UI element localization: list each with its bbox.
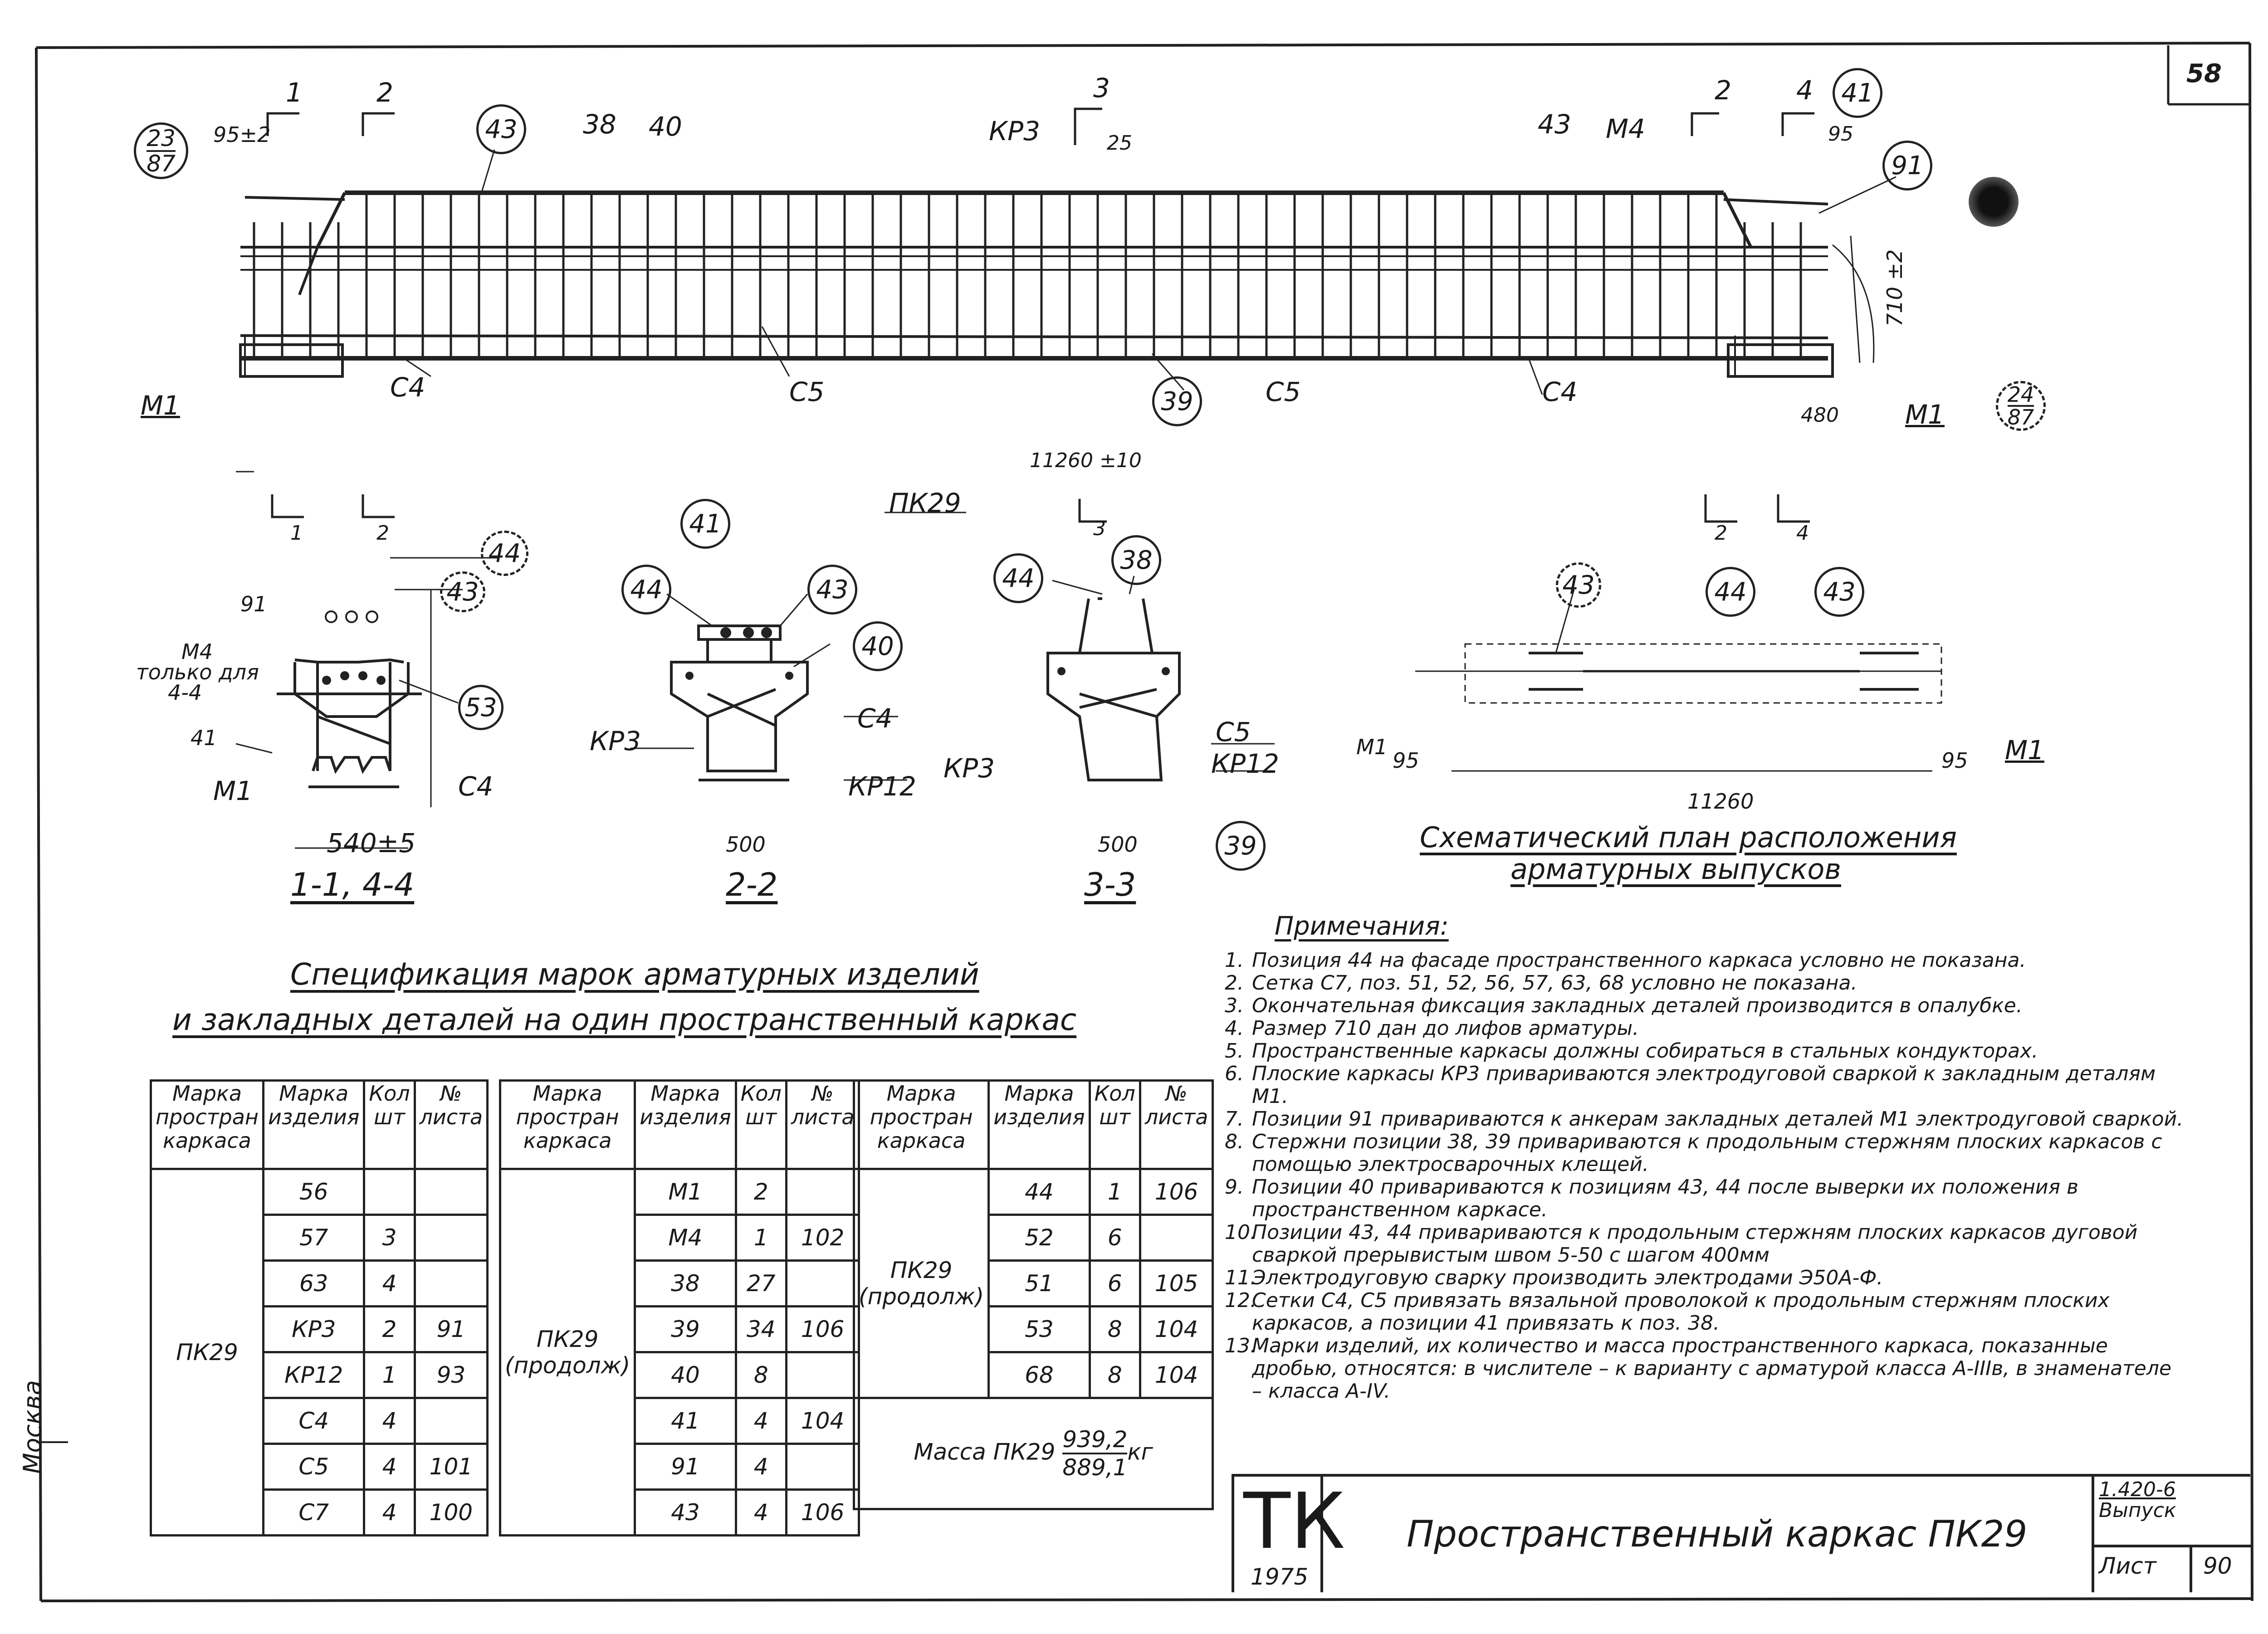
note-number: 10. — [1225, 1221, 1256, 1244]
facade-callout: 40 — [649, 111, 682, 142]
item-qty: 4 — [736, 1490, 786, 1536]
item-sheet — [415, 1261, 488, 1307]
item-sheet: 91 — [415, 1307, 488, 1352]
s11-label: М4 — [181, 639, 213, 664]
fraction-top: 24 — [2007, 382, 2034, 407]
note-text: Сетки С4, С5 привязать вязальной проволокой к продольным стержням плоских каркасов, а позиции 41 привязать к поз. 38. — [1252, 1289, 2110, 1335]
s22-callout: 41 — [680, 499, 730, 549]
note-number: 2. — [1225, 971, 1244, 995]
spec-table-2-body — [500, 1169, 859, 1536]
facade-section-mark: 3 — [1093, 73, 1110, 103]
org-year: 1975 — [1251, 1564, 1309, 1590]
spec-header-sheet: № листа — [786, 1081, 859, 1169]
item-sheet: 93 — [415, 1352, 488, 1398]
note-item — [1225, 949, 2186, 972]
plan-m1-right: М1 — [2005, 735, 2044, 766]
item-sheet: 104 — [786, 1398, 859, 1444]
spec-table-3 — [853, 1079, 1214, 1510]
s33-dim: 500 — [1098, 832, 1138, 857]
mass-top: 939,2 — [1062, 1426, 1127, 1454]
facade-callout: 39 — [1152, 376, 1202, 426]
note-text: Окончательная фиксация закладных деталей производится в опалубке. — [1252, 994, 2023, 1017]
s22-callout: 43 — [807, 565, 857, 615]
facade-mark-m4: М4 — [1606, 113, 1645, 144]
item-mark: 63 — [263, 1261, 364, 1307]
note-number: 9. — [1225, 1176, 1244, 1199]
item-sheet — [786, 1444, 859, 1490]
spec-header-item: Марка изделия — [989, 1081, 1090, 1169]
item-qty: 4 — [736, 1444, 786, 1490]
plan-callout: 44 — [1706, 567, 1755, 617]
item-qty: 8 — [1090, 1307, 1140, 1352]
table-row — [854, 1169, 1213, 1215]
org-box — [1234, 1477, 1345, 1592]
note-text: Позиция 44 на фасаде пространственного каркаса условно не показана. — [1252, 949, 2026, 972]
item-mark: 68 — [989, 1352, 1090, 1398]
plan-dim-95-left: 95 — [1393, 748, 1419, 773]
s11-callout: 53 — [458, 685, 503, 730]
s11-label: 41 — [191, 726, 217, 750]
note-item — [1225, 972, 2186, 995]
item-mark: 57 — [263, 1215, 364, 1261]
facade-section-mark: 4 — [1796, 75, 1813, 106]
note-item — [1225, 1335, 2186, 1403]
item-mark: С7 — [263, 1490, 364, 1536]
facade-mark-kp3: КР3 — [989, 116, 1041, 146]
s33-callout: 38 — [1111, 535, 1161, 585]
page-number: 58 — [2186, 59, 2222, 88]
spec-header-qty: Кол шт — [736, 1081, 786, 1169]
s11-dim: 540±5 — [327, 828, 416, 858]
facade-mark-s4: С4 — [390, 372, 425, 403]
note-number: 1. — [1225, 949, 1244, 972]
item-sheet: 101 — [415, 1444, 488, 1490]
notes-list — [1225, 949, 2186, 1403]
s11-callout: 43 — [440, 571, 485, 612]
sheet-number: 90 — [2203, 1553, 2232, 1579]
spec-header-row — [854, 1081, 1213, 1169]
item-qty: 4 — [364, 1444, 415, 1490]
facade-dim-710: 710 ±2 — [1882, 249, 1907, 327]
s11-label: С4 — [458, 771, 494, 802]
spec-title-line2: и закладных деталей на один пространственный каркас — [172, 1002, 1077, 1037]
facade-mark-m1-left: М1 — [141, 390, 180, 421]
s11-title: 1-1, 4-4 — [290, 866, 415, 903]
s11-label: 91 — [240, 592, 267, 616]
facade-mark-c4: С4 — [1542, 376, 1578, 407]
plan-title-line1: Схематический план расположения — [1420, 821, 1957, 854]
note-item — [1225, 1267, 2186, 1289]
series-number: 1.420-6 — [2099, 1478, 2176, 1501]
frame-mark: ПК29 (продолж) — [500, 1169, 635, 1536]
item-mark: 43 — [635, 1490, 736, 1536]
note-text: Сетка С7, поз. 51, 52, 56, 57, 63, 68 условно не показана. — [1252, 971, 1857, 995]
s11-label: 4-4 — [168, 680, 202, 705]
spec-header-item: Марка изделия — [635, 1081, 736, 1169]
margin-label: Москва — [18, 1380, 47, 1474]
item-sheet — [786, 1169, 859, 1215]
facade-section-mark: 3 — [1093, 517, 1106, 540]
plan-callout: 43 — [1814, 567, 1864, 617]
note-item — [1225, 1017, 2186, 1040]
facade-section-mark: 4 — [1796, 522, 1809, 545]
org-logo: ТК — [1243, 1477, 1345, 1566]
item-qty: 4 — [736, 1398, 786, 1444]
item-qty: 1 — [364, 1352, 415, 1398]
table-row — [500, 1169, 859, 1215]
note-item — [1225, 1063, 2186, 1108]
plan-dim-total: 11260 — [1687, 789, 1754, 814]
facade-dim-95-left: 95±2 — [213, 122, 271, 147]
s22-label: КР12 — [848, 771, 916, 802]
item-qty: 4 — [364, 1261, 415, 1307]
spec-title-line1: Спецификация марок арматурных изделий — [290, 957, 979, 992]
item-sheet — [1140, 1215, 1213, 1261]
item-sheet — [786, 1352, 859, 1398]
facade-section-mark: 2 — [376, 522, 389, 545]
item-sheet: 105 — [1140, 1261, 1213, 1307]
note-number: 5. — [1225, 1039, 1244, 1063]
item-mark: М1 — [635, 1169, 736, 1215]
note-text: Электродуговую сварку производить электродами Э50А-Ф. — [1252, 1266, 1883, 1289]
note-text: Позиции 43, 44 привариваются к продольным стержням плоских каркасов дуговой сваркой прерывистым швом 5-50 с шагом 400мм — [1252, 1221, 2138, 1267]
item-qty: 27 — [736, 1261, 786, 1307]
item-sheet — [415, 1398, 488, 1444]
item-mark: КР12 — [263, 1352, 364, 1398]
fraction-bottom: 87 — [2007, 405, 2034, 429]
note-number: 8. — [1225, 1130, 1244, 1153]
mass-cell — [854, 1398, 1213, 1509]
spec-header-frame: Марка простран каркаса — [854, 1081, 989, 1169]
s33-callout: 39 — [1216, 821, 1266, 871]
s22-label: С4 — [857, 703, 893, 734]
table-row — [151, 1169, 488, 1215]
note-number: 7. — [1225, 1107, 1244, 1131]
s11-label: М1 — [213, 776, 253, 806]
s11-callout: 44 — [481, 531, 528, 576]
item-qty: 1 — [1090, 1169, 1140, 1215]
note-number: 3. — [1225, 994, 1244, 1017]
note-item — [1225, 1131, 2186, 1176]
spec-header-sheet: № листа — [1140, 1081, 1213, 1169]
item-sheet — [415, 1169, 488, 1215]
note-item — [1225, 1289, 2186, 1335]
s22-callout: 40 — [853, 621, 903, 671]
s22-dim: 500 — [726, 832, 766, 857]
facade-dim-480: 480 — [1801, 404, 1839, 427]
note-number: 4. — [1225, 1017, 1244, 1040]
item-qty: 6 — [1090, 1261, 1140, 1307]
note-text: Марки изделий, их количество и масса пространственного каркаса, показанные дробью, относятся: в числителе – к варианту с арматурой класса А-IIIв, в знаменателе – класса А-IV. — [1252, 1334, 2172, 1403]
item-qty — [364, 1169, 415, 1215]
note-item — [1225, 1176, 2186, 1221]
spec-table-1 — [150, 1079, 489, 1536]
item-qty: 8 — [1090, 1352, 1140, 1398]
spec-table-1-body — [151, 1169, 488, 1536]
item-qty: 4 — [364, 1490, 415, 1536]
fraction-bottom: 87 — [147, 150, 176, 177]
item-sheet: 104 — [1140, 1352, 1213, 1398]
item-sheet — [786, 1261, 859, 1307]
item-qty: 4 — [364, 1398, 415, 1444]
facade-mark-m1-right: М1 — [1905, 399, 1945, 430]
item-mark: 38 — [635, 1261, 736, 1307]
mass-unit: кг — [1127, 1439, 1153, 1465]
spec-header-item: Марка изделия — [263, 1081, 364, 1169]
item-mark: 91 — [635, 1444, 736, 1490]
item-sheet: 100 — [415, 1490, 488, 1536]
spec-header-sheet: № листа — [415, 1081, 488, 1169]
s33-callout: 44 — [993, 553, 1043, 603]
facade-section-mark: 2 — [1715, 522, 1727, 545]
title-block — [1232, 1474, 2250, 1592]
item-mark: М4 — [635, 1215, 736, 1261]
facade-dim-25: 25 — [1107, 132, 1132, 155]
note-text: Позиции 91 привариваются к анкерам закладных деталей М1 электродуговой сваркой. — [1252, 1107, 2184, 1131]
series-issue: Выпуск — [2099, 1499, 2176, 1522]
s33-label: С5 — [1216, 717, 1251, 747]
note-text: Пространственные каркасы должны собираться в стальных кондукторах. — [1252, 1039, 2038, 1063]
item-mark: 56 — [263, 1169, 364, 1215]
item-sheet: 102 — [786, 1215, 859, 1261]
spec-header-frame: Марка простран каркаса — [500, 1081, 635, 1169]
note-text: Позиции 40 привариваются к позициям 43, 44 после выверки их положения в пространственном каркасе. — [1252, 1176, 2079, 1221]
frame-mark: ПК29 — [151, 1169, 264, 1536]
item-qty: 1 — [736, 1215, 786, 1261]
s22-label: КР3 — [943, 753, 995, 784]
mass-bottom: 889,1 — [1062, 1454, 1128, 1481]
plan-title-line2: арматурных выпусков — [1510, 853, 1841, 886]
note-number: 6. — [1225, 1062, 1244, 1085]
item-mark: КР3 — [263, 1307, 364, 1352]
drawing-title: Пространственный каркас ПК29 — [1407, 1513, 2028, 1555]
item-mark: 41 — [635, 1398, 736, 1444]
facade-callout: 38 — [583, 109, 616, 140]
item-mark: 40 — [635, 1352, 736, 1398]
item-mark: С5 — [263, 1444, 364, 1490]
facade-mark-s5: С5 — [789, 376, 825, 407]
item-mark: 53 — [989, 1307, 1090, 1352]
facade-section-mark: 1 — [290, 522, 303, 545]
facade-section-mark: 1 — [286, 77, 303, 108]
spec-header-row — [151, 1081, 488, 1169]
facade-callout: 41 — [1833, 68, 1882, 118]
item-qty: 2 — [736, 1169, 786, 1215]
spec-header-row — [500, 1081, 859, 1169]
sheet-divider — [2094, 1545, 2253, 1547]
item-mark: С4 — [263, 1398, 364, 1444]
note-text: Стержни позиции 38, 39 привариваются к продольным стержням плоских каркасов с помощью электросварочных клещей. — [1252, 1130, 2162, 1176]
plan-dim-95-right: 95 — [1941, 748, 1968, 773]
spec-header-frame: Марка простран каркаса — [151, 1081, 264, 1169]
facade-section-mark: 2 — [1715, 75, 1731, 106]
note-item — [1225, 1221, 2186, 1267]
sheet-label: Лист — [2099, 1553, 2156, 1579]
notes-block — [1225, 912, 2186, 1403]
s22-callout: 44 — [621, 565, 671, 615]
facade-pk-label: ПК29 — [889, 488, 961, 518]
fraction-top: 23 — [147, 125, 176, 151]
note-number: 11. — [1225, 1266, 1256, 1289]
mass-fraction — [1062, 1426, 1127, 1481]
facade-mark-s5: С5 — [1266, 376, 1301, 407]
frame-mark: ПК29 (продолж) — [854, 1169, 989, 1398]
note-text: Плоские каркасы КР3 привариваются электродуговой сваркой к закладным деталям М1. — [1252, 1062, 2156, 1108]
item-mark: 52 — [989, 1215, 1090, 1261]
item-qty: 8 — [736, 1352, 786, 1398]
item-sheet: 104 — [1140, 1307, 1213, 1352]
spec-header-qty: Кол шт — [364, 1081, 415, 1169]
mass-label: Масса ПК29 — [914, 1439, 1056, 1465]
item-mark: 51 — [989, 1261, 1090, 1307]
item-sheet: 106 — [1140, 1169, 1213, 1215]
item-qty: 34 — [736, 1307, 786, 1352]
note-number: 13. — [1225, 1334, 1256, 1357]
note-text: Размер 710 дан до лифов арматуры. — [1252, 1017, 1639, 1040]
note-item — [1225, 1108, 2186, 1131]
facade-callout: 91 — [1882, 141, 1932, 190]
s33-title: 3-3 — [1084, 866, 1136, 903]
item-mark: 44 — [989, 1169, 1090, 1215]
item-mark: 39 — [635, 1307, 736, 1352]
plan-m1-left: М1 — [1356, 735, 1388, 759]
item-sheet: 106 — [786, 1307, 859, 1352]
note-item — [1225, 995, 2186, 1017]
spec-table-2 — [499, 1079, 860, 1536]
sheet-divider-v — [2190, 1545, 2192, 1592]
s11-label: только для — [136, 660, 259, 684]
plan-callout: 43 — [1556, 562, 1601, 608]
item-qty: 2 — [364, 1307, 415, 1352]
facade-dim-95-right: 95 — [1828, 122, 1853, 146]
notes-title: Примечания: — [1275, 912, 1449, 941]
facade-total-dim: 11260 ±10 — [1030, 449, 1142, 472]
s22-label: КР3 — [590, 726, 641, 756]
item-sheet: 106 — [786, 1490, 859, 1536]
item-sheet — [415, 1215, 488, 1261]
spec-header-qty: Кол шт — [1090, 1081, 1140, 1169]
item-qty: 3 — [364, 1215, 415, 1261]
facade-callout: 43 — [1538, 109, 1571, 140]
facade-callout: 43 — [476, 104, 526, 154]
s22-title: 2-2 — [726, 866, 778, 903]
item-qty: 6 — [1090, 1215, 1140, 1261]
mass-row — [854, 1398, 1213, 1509]
sheet-info — [2092, 1477, 2253, 1592]
spec-table-3-body — [854, 1169, 1213, 1509]
facade-section-mark: 2 — [376, 77, 393, 108]
note-number: 12. — [1225, 1289, 1256, 1312]
note-item — [1225, 1040, 2186, 1063]
s33-label: КР12 — [1211, 748, 1279, 779]
series-info — [2099, 1479, 2176, 1521]
